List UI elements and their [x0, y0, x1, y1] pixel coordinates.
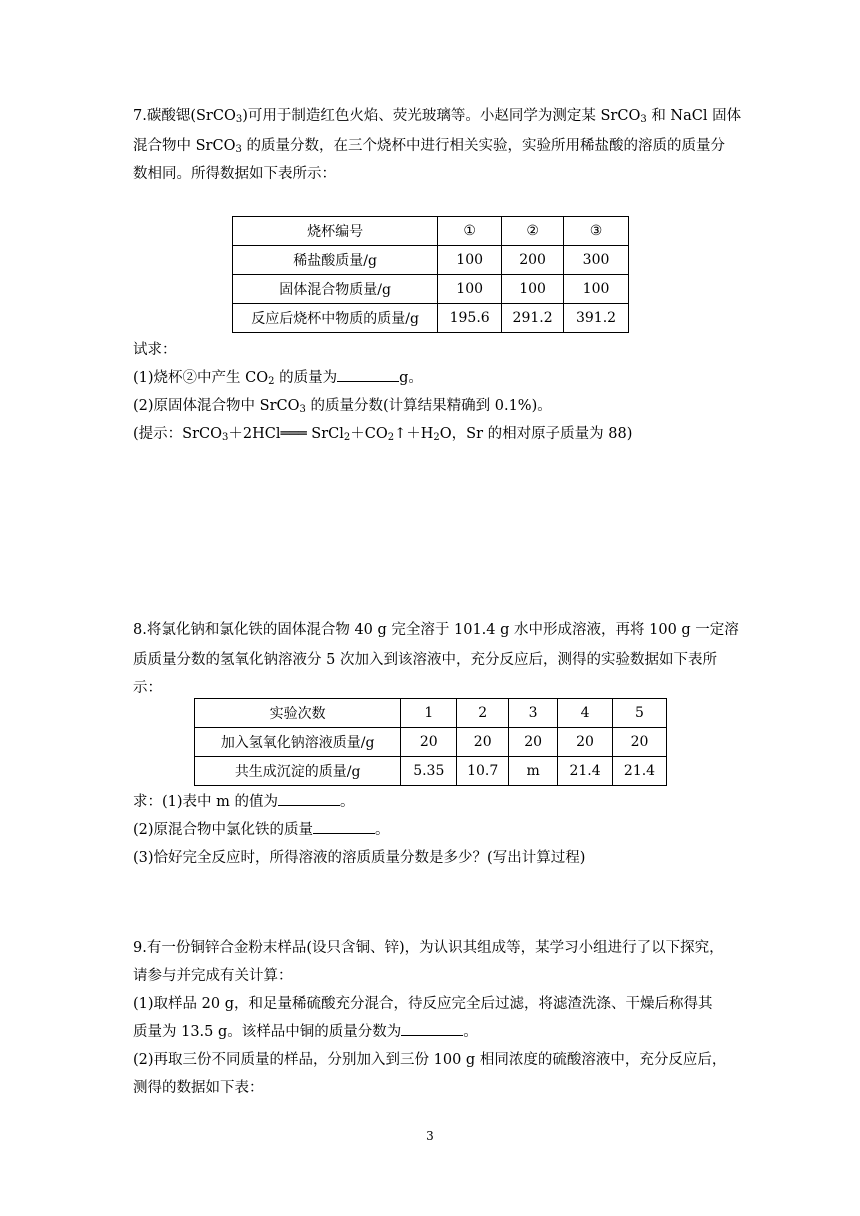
table-cell: ③ [564, 217, 629, 246]
table-cell: 100 [438, 275, 502, 304]
table-cell: 100 [502, 275, 564, 304]
table-cell: ② [502, 217, 564, 246]
q7-data-table [232, 216, 629, 333]
q9-line-1: 9.有一份铜锌合金粉末样品(设只含铜、锌)，为认识其组成等，某学习小组进行了以下探究， [133, 940, 724, 956]
q9-sub-question-2-line-2: 测得的数据如下表： [133, 1080, 264, 1096]
table-cell: m [509, 757, 558, 786]
q7-line-2: 混合物中 SrCO$_3$ 的质量分数，在三个烧杯中进行相关实验，实验所用稀盐酸的溶质的质量分 [133, 138, 725, 155]
q7-line-1: 7.碳酸锶(SrCO$_3$)可用于制造红色火焰、荧光玻璃等。小赵同学为测定某 SrCO$_3$ 和 NaCl 固体 [133, 108, 742, 125]
table-row [195, 699, 667, 728]
table-cell: 20 [509, 728, 558, 757]
table-row [233, 246, 629, 275]
table-row [195, 757, 667, 786]
answer-blank[interactable] [278, 789, 340, 806]
q9-line-2: 请参与并完成有关计算： [133, 968, 293, 984]
table-cell: 21.4 [558, 757, 613, 786]
q8-sub-question-1: 求：(1)表中 m 的值为 。 [133, 788, 733, 816]
table-cell: 稀盐酸质量/g [233, 246, 438, 275]
table-cell: 100 [438, 246, 502, 275]
answer-blank[interactable] [313, 817, 375, 834]
table-cell: 烧杯编号 [233, 217, 438, 246]
table-row [195, 728, 667, 757]
table-cell: 20 [558, 728, 613, 757]
q7-ask: 试求： [133, 342, 177, 358]
table-cell: 100 [564, 275, 629, 304]
table-cell: 20 [401, 728, 457, 757]
q7-sub-question-2: (2)原固体混合物中 SrCO$_3$ 的质量分数(计算结果精确到 0.1%)。 [133, 398, 552, 415]
table-cell: 20 [457, 728, 509, 757]
table-cell: 5 [613, 699, 667, 728]
table-cell: 20 [613, 728, 667, 757]
table-cell: 195.6 [438, 304, 502, 333]
q7-hint: (提示：SrCO$_3$＋2HCl═══ $SrCl_2+CO_2↑+H_2O$，Sr 的相对原子质量为 88) [133, 426, 633, 443]
table-row [233, 217, 629, 246]
q7-line-3: 数相同。所得数据如下表所示： [133, 166, 336, 182]
table-cell: 加入氢氧化钠溶液质量/g [195, 728, 401, 757]
q9-sub-question-1-line-1: (1)取样品 20 g，和足量稀硫酸充分混合，待反应完全后过滤，将滤渣洗涤、干燥后称得其 [133, 996, 713, 1012]
page-number: 3 [426, 1129, 434, 1143]
q9-sub-question-1-line-2: 质量为 13.5 g。该样品中铜的质量分数为 。 [133, 1018, 733, 1046]
table-cell: 反应后烧杯中物质的质量/g [233, 304, 438, 333]
table-cell: 291.2 [502, 304, 564, 333]
table-cell: 21.4 [613, 757, 667, 786]
q8-data-table [194, 698, 667, 786]
table-cell: 5.35 [401, 757, 457, 786]
table-cell: 10.7 [457, 757, 509, 786]
q8-line-1: 8.将氯化钠和氯化铁的固体混合物 40 g 完全溶于 101.4 g 水中形成溶液，再将 100 g 一定溶 [133, 622, 739, 638]
table-cell: 3 [509, 699, 558, 728]
table-cell: 391.2 [564, 304, 629, 333]
q8-sub-question-3: (3)恰好完全反应时，所得溶液的溶质质量分数是多少？(写出计算过程) [133, 850, 586, 866]
q9-sub-question-2-line-1: (2)再取三份不同质量的样品，分别加入到三份 100 g 相同浓度的硫酸溶液中，充分反应后， [133, 1052, 727, 1068]
table-row [233, 304, 629, 333]
q8-sub-question-2: (2)原混合物中氯化铁的质量 。 [133, 816, 733, 844]
table-cell: 2 [457, 699, 509, 728]
table-row [233, 275, 629, 304]
q8-line-2: 质质量分数的氢氧化钠溶液分 5 次加入到该溶液中，充分反应后，测得的实验数据如下表所 [133, 652, 717, 668]
table-cell: ① [438, 217, 502, 246]
answer-blank[interactable] [401, 1019, 463, 1036]
table-cell: 实验次数 [195, 699, 401, 728]
table-cell: 固体混合物质量/g [233, 275, 438, 304]
table-cell: 1 [401, 699, 457, 728]
table-cell: 共生成沉淀的质量/g [195, 757, 401, 786]
q8-line-3: 示： [133, 680, 162, 696]
q7-sub-question-1: (1)烧杯②中产生 $CO_2$ 的质量为 g。 [133, 364, 733, 392]
table-cell: 300 [564, 246, 629, 275]
table-cell: 200 [502, 246, 564, 275]
answer-blank[interactable] [337, 365, 399, 382]
table-cell: 4 [558, 699, 613, 728]
